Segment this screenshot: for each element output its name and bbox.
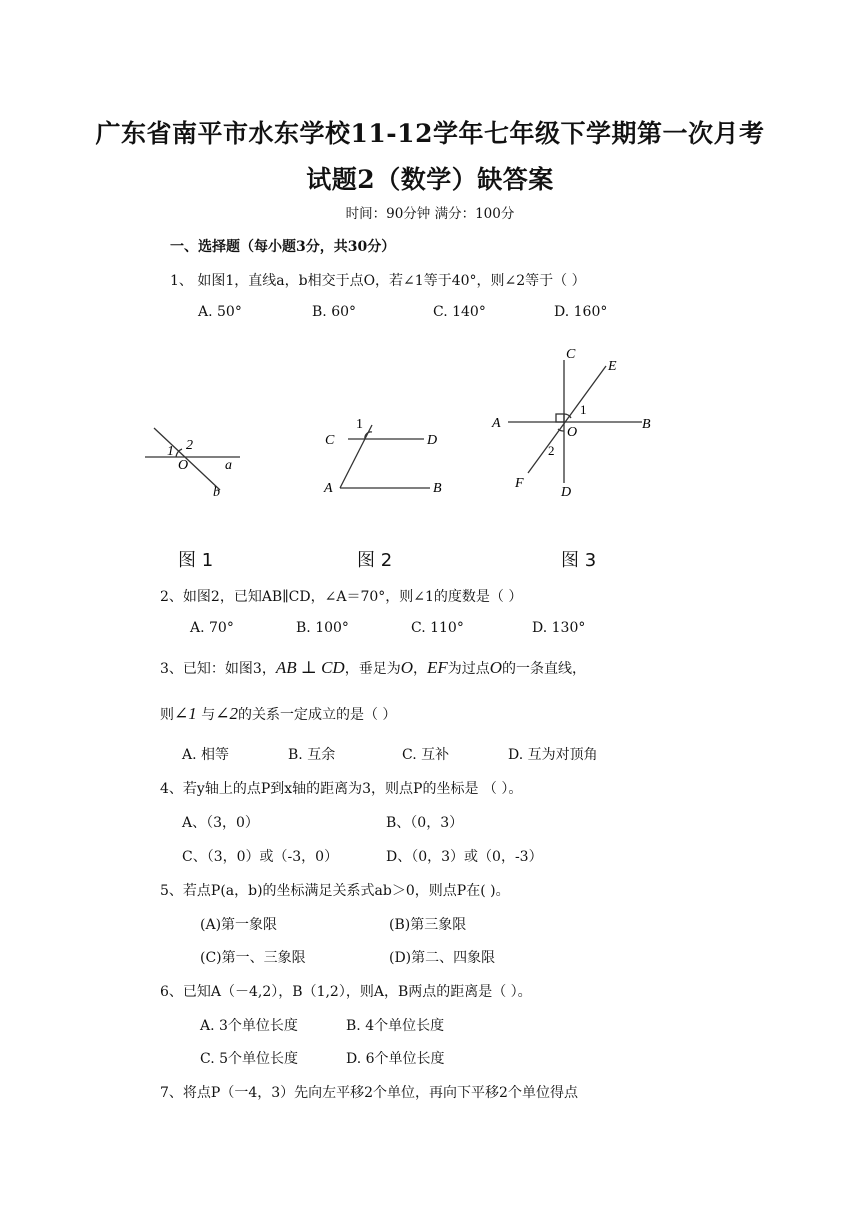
figure-3-angle-2-label: 2 [548,443,555,458]
question-1-option-c: C. 140° [433,304,486,320]
question-3-option-a: A. 相等 [182,747,230,763]
question-3-option-c: C. 互补 [402,747,450,763]
question-2-option-c: C. 110° [411,620,464,636]
document-title-line-1: 广东省南平市水东学校11-12学年七年级下学期第一次月考 [95,119,765,148]
figure-2-point-c-label: C [325,433,335,448]
question-1-option-b: B. 60° [312,304,357,320]
question-2-option-b: B. 100° [296,620,349,636]
question-5-stem: 5、若点P(a，b)的坐标满足关系式ab＞0，则点P在( )。 [160,883,510,899]
question-3-option-b: B. 互余 [288,747,336,763]
question-3-text-d: 为过点 [447,661,490,677]
question-3-text-h: 的关系一定成立的是（ ） [237,707,397,723]
question-1-option-d: D. 160° [554,304,608,320]
question-6-option-b: B. 4个单位长度 [346,1018,445,1034]
question-2-stem: 2、如图2，已知AB∥CD，∠A＝70°，则∠1的度数是（ ） [160,589,523,605]
question-6-option-d: D. 6个单位长度 [346,1051,445,1067]
question-3-math-ef: EF [426,658,448,677]
section-heading-choice: 一、选择题（每小题3分，共30分） [170,239,396,255]
question-6-stem: 6、已知A（－4,2），B（1,2），则A，B两点的距离是（ ）。 [160,984,532,1000]
question-3-text-a: 3、已知：如图3， [160,661,276,677]
figure-1-line-b-label: b [213,485,220,500]
question-2-option-d: D. 130° [532,620,586,636]
question-6-option-c: C. 5个单位长度 [200,1051,299,1067]
figure-2-point-d-label: D [427,433,438,448]
figure-3-point-b-label: B [642,417,651,432]
question-3-math-o-2: O [489,658,503,677]
figure-2-point-b-label: B [433,481,442,496]
question-6-option-a: A. 3个单位长度 [200,1018,298,1034]
question-3-text-c: ， [412,661,427,677]
figure-1-angle-2-label: 2 [186,438,193,453]
question-5-option-d: (D)第二、四象限 [389,950,496,966]
geometry-figures [140,340,680,580]
figure-1-line-a-label: a [225,458,232,473]
document-title-line-2: 试题2（数学）缺答案 [306,165,554,194]
question-1-stem: 1、 如图1，直线a，b相交于点O，若∠1等于40°，则∠2等于（ ） [170,273,586,289]
question-3-text-g: 与 [196,707,216,723]
question-3-math-angle-1: ∠1 [174,704,197,723]
figure-3-point-d-label: D [561,485,572,500]
question-4-option-b: B、（0，3） [386,815,464,831]
figure-3-point-o-label: O [567,425,578,440]
question-3-stem-line-2 [160,704,396,724]
figure-3-point-f-label: F [515,476,524,491]
figure-2-parallel-lines [340,425,430,488]
question-3-text-f: 则 [160,707,174,723]
question-4-option-a: A、（3，0） [182,815,259,831]
question-3-text-e: 的一条直线， [502,661,587,677]
figure-2-point-a-label: A [324,481,333,496]
question-7-stem: 7、将点P（一4，3）先向左平移2个单位，再向下平移2个单位得点 [160,1085,578,1101]
figure-3-point-a-label: A [492,416,501,431]
figure-3-angle-1-label: 1 [580,402,587,417]
figure-1-angle-1-label: 1 [167,444,174,459]
question-1-option-a: A. 50° [198,304,242,320]
question-3-stem-line-1 [160,658,586,678]
question-3-math-ab-perp-cd: AB ⊥ CD [275,658,345,677]
figure-3-caption: 图 3 [561,550,597,571]
question-4-option-d: D、（0，3）或（0，-3） [386,849,543,865]
question-4-stem: 4、若y轴上的点P到x轴的距离为3，则点P的坐标是 （ ）。 [160,781,523,797]
figure-3-point-e-label: E [608,359,617,374]
exam-time-and-score: 时间：90分钟 满分：100分 [345,206,515,222]
question-5-option-b: (B)第三象限 [389,917,467,933]
question-3-text-b: ，垂足为 [344,661,401,677]
question-3-option-d: D. 互为对顶角 [508,747,598,763]
figure-1-point-o-label: O [178,458,189,473]
question-5-option-c: (C)第一、三象限 [200,950,306,966]
figure-1-caption: 图 1 [178,550,214,571]
figure-3-point-c-label: C [566,347,576,362]
question-4-option-c: C、（3，0）或（-3，0） [182,849,339,865]
question-3-math-angle-2: ∠2 [215,704,238,723]
figure-2-caption: 图 2 [357,550,393,571]
figure-2-angle-1-label: 1 [356,417,363,432]
question-5-option-a: (A)第一象限 [200,917,278,933]
question-2-option-a: A. 70° [190,620,234,636]
figure-3-perpendicular-lines [508,360,642,483]
question-3-math-o: O [400,658,413,677]
